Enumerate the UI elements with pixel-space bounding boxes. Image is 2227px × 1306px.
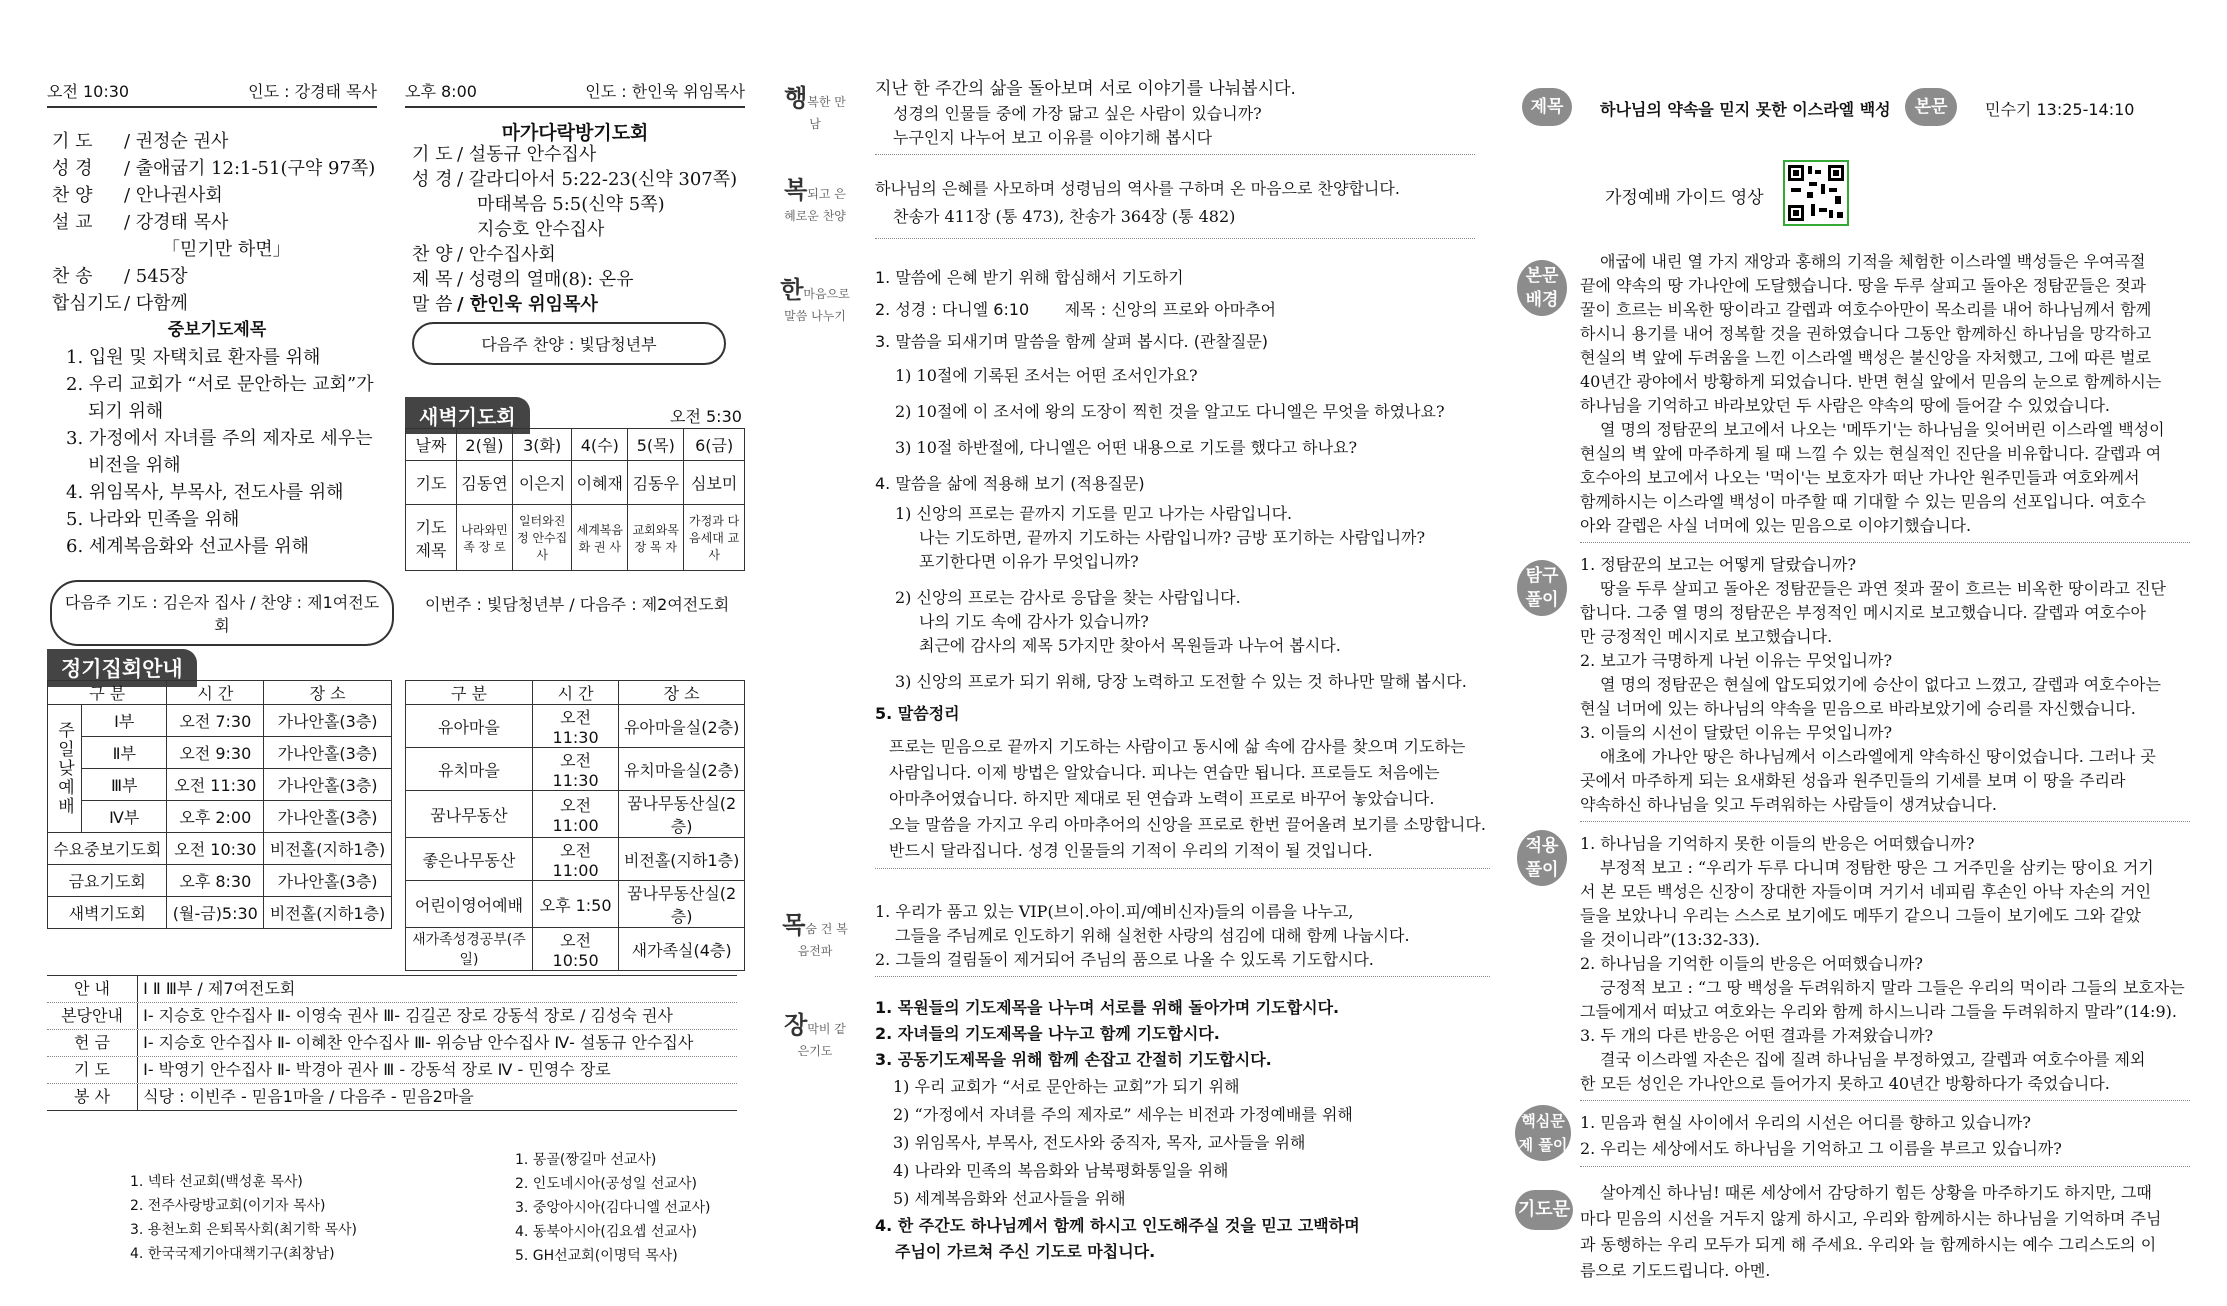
section-2: [875, 176, 1475, 239]
text-line: 현실 너머에 있는 하나님의 약속을 믿음으로 바라보았기에 승리를 자신했습니다.: [1580, 699, 2136, 718]
table-cell: 좋은나무동산: [406, 838, 533, 881]
table-cell: 시 간: [167, 681, 264, 705]
table-cell: 구 분: [406, 681, 533, 705]
order-row: 합심기도 / 다함께: [52, 293, 188, 314]
mission-item: 2. 전주사랑방교회(이기자 목사): [130, 1198, 326, 1214]
table-row: [406, 791, 745, 838]
summary-body: [875, 734, 1490, 869]
prayer-item: 4. 위임목사, 부목사, 전도사를 위해: [66, 482, 344, 503]
background-text: [1580, 250, 2190, 543]
mission-item: 3. 중앙아시아(김다니엘 선교사): [515, 1200, 711, 1216]
section-line: 3. 말씀을 되새기며 말씀을 함께 살펴 봅시다. (관찰질문): [875, 332, 1269, 351]
text-line: 40년간 광야에서 방황하게 되었습니다. 반면 현실 앞에서 믿음의 눈으로 함께하시는: [1580, 372, 2162, 391]
text-badge: 본문: [1905, 88, 1957, 126]
table-cell: 오후 2:00: [167, 801, 264, 833]
table-row: [48, 681, 392, 705]
text-line: 1. 정탐꾼의 보고는 어떻게 달랐습니까?: [1580, 555, 1857, 574]
table-cell: 수요중보기도회: [48, 833, 167, 865]
next-week-evening: 다음주 찬양 : 빛담청년부: [412, 322, 726, 365]
text-line: 결국 이스라엘 자손은 집에 질려 하나님을 부정하였고, 갈렙과 여호수아를 제외: [1600, 1050, 2146, 1069]
prayer-item: 5. 나라와 민족을 위해: [66, 509, 240, 530]
section-label-2: [780, 170, 850, 224]
next-week-morning: 다음주 기도 : 김은자 집사 / 찬양 : 제1여전도회: [50, 580, 394, 646]
table-cell: 오전 10:50: [532, 928, 618, 971]
text-line: 을 것이니라”(13:32-33).: [1580, 930, 1760, 949]
section-line: 1. 말씀에 은혜 받기 위해 합심해서 기도하기: [875, 268, 1184, 287]
table-cell: 오전 7:30: [167, 705, 264, 737]
text-line: 1. 믿음과 현실 사이에서 우리의 시선은 어디를 향하고 있습니까?: [1580, 1113, 2031, 1132]
section-initial: 한: [780, 276, 804, 304]
table-row: [406, 881, 745, 928]
table-cell: 가나안홀(3층): [264, 769, 392, 801]
table-cell: 오전 11:00: [532, 791, 618, 838]
section-subtitle: 숨 건 복음전파: [797, 922, 848, 958]
table-cell: 유아마을: [406, 705, 533, 748]
section-body: [875, 202, 1475, 239]
summary-line: 오늘 말씀을 가지고 우리 아마추어의 신앙을 프로로 한번 끌어올려 보기를 소망합니다.: [889, 815, 1486, 834]
section-body: [875, 102, 1475, 155]
table-cell: 2(월): [457, 429, 513, 461]
summary-line: 사람입니다. 이제 방법은 알았습니다. 피나는 연습만 됩니다. 프로들도 처음에는: [889, 763, 1440, 782]
text-line: 애초에 가나안 땅은 하나님께서 이스라엘에게 약속하신 땅이었습니다. 그러나 곳: [1600, 747, 2156, 766]
table-cell: 장 소: [619, 681, 745, 705]
prayer-item: 1. 입원 및 자택치료 환자를 위해: [66, 347, 321, 368]
mission-item: 2. 인도네시아(공성일 선교사): [515, 1176, 697, 1192]
table-cell: 일터와진정 안수집사: [512, 505, 571, 571]
table-cell: 가정과 다음세대 교 사: [684, 505, 745, 571]
text-line: 3. 두 개의 다른 반응은 어떤 결과를 가져왔습니까?: [1580, 1026, 1934, 1045]
text-line: 하시니 용기를 내어 정복할 것을 권하였습니다 그동안 함께하신 하나님을 망각하고: [1580, 324, 2152, 343]
question: 최근에 감사의 제목 5가지만 찾아서 목원들과 나누어 봅시다.: [919, 636, 1341, 655]
order-row: 설 교 / 강경태 목사: [52, 212, 229, 233]
table-row: [48, 897, 392, 929]
summary-line: 프로는 믿음으로 끝까지 기도하는 사람이고 동시에 삶 속에 감사를 찾으며 기도하는: [889, 737, 1466, 756]
text-line: 땅을 두루 살피고 돌아온 정탐꾼들은 과연 젖과 꿀이 흐르는 비옥한 땅이라고 진단: [1600, 579, 2166, 598]
section-initial: 장: [784, 1011, 808, 1039]
table-row: [406, 681, 745, 705]
mission-item: 5. GH선교회(이명덕 목사): [515, 1248, 678, 1264]
table-cell: Ⅰ부: [82, 705, 167, 737]
sermon-title: 「믿기만 하면」: [162, 239, 291, 260]
section-label-1: [780, 78, 850, 132]
order-row: 지승호 안수집사: [477, 219, 605, 240]
table-cell: 오전 11:30: [532, 705, 618, 748]
section-subtitle: 복한 만남: [807, 95, 846, 131]
text-line: 들을 보았나니 우리는 스스로 보기에도 메뚜기 같으니 그들이 보기에도 그와 같았: [1580, 906, 2141, 925]
order-row: 성 경 / 출애굽기 12:1-51(구약 97쪽): [52, 158, 376, 179]
summary-line: 반드시 달라집니다. 성경 인물들의 기적이 우리의 기적이 될 것입니다.: [889, 841, 1373, 860]
section-initial: 목: [782, 911, 806, 939]
evening-time: 오후 8:00: [405, 82, 477, 101]
order-row: 찬 송 / 545장: [52, 266, 188, 287]
question: 나는 기도하면, 끝까지 기도하는 사람입니까? 금방 포기하는 사람입니까?: [919, 528, 1426, 547]
table-cell: 교회와목장 목 자: [628, 505, 684, 571]
text-line: 살아계신 하나님! 때론 세상에서 감당하기 힘든 상황을 마주하기도 하지만, 그때: [1600, 1183, 2152, 1202]
section-label-4: [780, 905, 850, 959]
text-line: 합니다. 그중 열 명의 정탐꾼은 부정적인 메시지로 보고했습니다. 갈렙과 여호수아: [1580, 603, 2146, 622]
order-row: 제 목 / 성령의 열매(8): 온유: [412, 269, 634, 290]
table-cell: 오후 1:50: [532, 881, 618, 928]
background-badge: 본문 배경: [1517, 260, 1567, 316]
text-line: 열 명의 정탐꾼은 현실에 압도되었기에 승산이 없다고 느꼈고, 갈렙과 여호수아는: [1600, 675, 2161, 694]
text-line: 만 긍정적인 메시지로 보고했습니다.: [1580, 627, 1833, 646]
text-line: 함께하시는 이스라엘 백성이 마주할 때 기대할 수 있는 믿음의 선포입니다. 여호수: [1580, 492, 2146, 511]
order-row: 마태복음 5:5(신약 5쪽): [477, 194, 665, 215]
section-1: [875, 76, 1475, 155]
section-subtitle: 마음으로 말씀 나누기: [784, 287, 850, 323]
morning-service-order: [52, 128, 382, 560]
section-line: 주님이 가르쳐 주신 기도로 마칩니다.: [895, 1242, 1156, 1261]
table-cell: 세계복음화 권 사: [572, 505, 628, 571]
explore-badge: 탐구 풀이: [1517, 560, 1567, 616]
dawn-prayer-table: [405, 428, 745, 571]
text-line: 열 명의 정탐꾼의 보고에서 나오는 '메뚜기'는 하나님을 잊어버린 이스라엘 백성이: [1600, 420, 2165, 439]
prayer-item: 3. 가정에서 자녀를 주의 제자로 세우는: [66, 428, 373, 449]
table-cell: 날짜: [406, 429, 457, 461]
question: 나의 기도 속에 감사가 있습니까?: [919, 612, 1149, 631]
table-row: [48, 833, 392, 865]
table-cell: Ⅱ부: [82, 737, 167, 769]
section-4: [875, 900, 1490, 977]
order-row: 기 도 / 설동규 안수집사: [412, 144, 597, 165]
table-cell: 가나안홀(3층): [264, 865, 392, 897]
section-line: 3) 위임목사, 부목사, 전도사와 중직자, 목자, 교사들을 위해: [893, 1133, 1306, 1152]
table-row: [406, 705, 745, 748]
guide-video-label: 가정예배 가이드 영상: [1605, 188, 1764, 208]
qr-pattern: [1785, 162, 1847, 224]
section-lead: 하나님의 은혜를 사모하며 성령님의 역사를 구하며 온 마음으로 찬양합니다.: [875, 179, 1400, 198]
section-subtitle: 되고 은혜로운 찬양: [784, 187, 846, 223]
morning-time: 오전 10:30: [47, 82, 130, 101]
evening-leader: 인도 : 한인욱 위임목사: [585, 82, 745, 101]
table-row: [406, 505, 745, 571]
table-cell: 4(수): [572, 429, 628, 461]
table-cell: 유치마을실(2층): [619, 748, 745, 791]
table-cell: 유아마을실(2층): [619, 705, 745, 748]
question: 2) 신앙의 프로는 감사로 응답을 찾는 사람입니다.: [895, 588, 1241, 607]
table-cell: 꿈나무동산: [406, 791, 533, 838]
prayer-item: 2. 우리 교회가 “서로 문안하는 교회”가: [66, 374, 374, 395]
text-line: 2. 하나님을 기억한 이들의 반응은 어떠했습니까?: [1580, 954, 1923, 973]
table-row: [48, 769, 392, 801]
text-line: 호수아의 보고에서 나오는 '먹이'는 보호자가 떠난 가나안 원주민들과 여호와께서: [1580, 468, 2140, 487]
duty-roster: [47, 975, 737, 1111]
duty-row: 봉 사 식당 : 이빈주 - 믿음1마을 / 다음주 - 믿음2마을: [47, 1084, 737, 1110]
section-line: 2. 성경 : 다니엘 6:10 제목 : 신앙의 프로와 아마추어: [875, 300, 1277, 319]
core-badge: 핵심문제 풀이: [1515, 1105, 1571, 1161]
text-line: 아와 갈렙은 사실 너머에 있는 믿음으로 이야기했습니다.: [1580, 516, 1972, 535]
title-badge: 제목: [1522, 88, 1572, 126]
section-line: 5. 말씀정리: [875, 704, 960, 723]
table-cell: 가나안홀(3층): [264, 801, 392, 833]
section-line: 2) “가정에서 자녀를 주의 제자로” 세우는 비전과 가정예배를 위해: [893, 1105, 1353, 1124]
sermon-title: 하나님의 약속을 믿지 못한 이스라엘 백성: [1600, 100, 1891, 119]
prayer-item: 되기 위해: [88, 401, 164, 422]
text-line: 1. 하나님을 기억하지 못한 이들의 반응은 어떠했습니까?: [1580, 834, 1975, 853]
section-line: 성경의 인물들 중에 가장 닮고 싶은 사람이 있습니까?: [893, 104, 1262, 123]
section-line: 4. 말씀을 삶에 적용해 보기 (적용질문): [875, 474, 1145, 493]
table-cell: 장 소: [264, 681, 392, 705]
table-cell: 새벽기도회: [48, 897, 167, 929]
table-row: [406, 928, 745, 971]
duty-row: 기 도 Ⅰ- 박영기 안수집사 Ⅱ- 박경아 권사 Ⅲ - 강동석 장로 Ⅳ - 민영수 장로: [47, 1057, 737, 1084]
meetings-table-right: [405, 680, 745, 971]
scripture-ref: 민수기 13:25-14:10: [1985, 100, 2135, 119]
table-cell: 오후 8:30: [167, 865, 264, 897]
table-cell: 3(화): [512, 429, 571, 461]
section-initial: 복: [784, 176, 808, 204]
order-row: 기 도 / 권정순 권사: [52, 131, 229, 152]
prayer-badge: 기도문: [1515, 1190, 1573, 1230]
section-line: 4) 나라와 민족의 복음화와 남북평화통일을 위해: [893, 1161, 1229, 1180]
section-5: [875, 995, 1490, 1265]
table-cell: 비전홀(지하1층): [264, 897, 392, 929]
text-line: 긍정적 보고 : “그 땅 백성을 두려워하지 말라 그들은 우리의 먹이라 그들의 보호자는: [1600, 978, 2185, 997]
text-line: 현실의 벽 앞에 두려움을 느낀 이스라엘 백성은 불신앙을 자처했고, 그에 따른 벌로: [1580, 348, 2152, 367]
text-line: 마다 믿음의 시선을 거두지 않게 하시고, 우리와 함께하시는 하나님을 기억하며 주님: [1580, 1209, 2162, 1228]
table-cell: Ⅳ부: [82, 801, 167, 833]
question: 1) 10절에 기록된 조서는 어떤 조서인가요?: [895, 366, 1198, 385]
meetings-table-left: [47, 680, 392, 929]
prayer-item: 6. 세계복음화와 선교사를 위해: [66, 536, 309, 557]
dawn-this-week: 이번주 : 빛담청년부 / 다음주 : 제2여전도회: [425, 595, 730, 614]
table-cell: 꿈나무동산실(2층): [619, 791, 745, 838]
table-cell: 새가족실(4층): [619, 928, 745, 971]
section-line: 2. 자녀들의 기도제목을 나누고 함께 기도합시다.: [875, 1024, 1220, 1043]
text-line: 2. 우리는 세상에서도 하나님을 기억하고 그 이름을 부르고 있습니까?: [1580, 1139, 2062, 1158]
table-cell: 가나안홀(3층): [264, 737, 392, 769]
table-cell: (월-금)5:30: [167, 897, 264, 929]
text-line: 한 모든 성인은 가나안으로 들어가지 못하고 40년간 방황하다가 죽었습니다.: [1580, 1074, 2110, 1093]
section-3: [875, 262, 1490, 869]
table-cell: 유치마을: [406, 748, 533, 791]
section-line: 4. 한 주간도 하나님께서 함께 하시고 인도해주실 것을 믿고 고백하며: [875, 1216, 1360, 1235]
prayer-item: 비전을 위해: [88, 455, 181, 476]
table-cell: 가나안홀(3층): [264, 705, 392, 737]
section-line: 1. 우리가 품고 있는 VIP(브이.아이.피/예비신자)들의 이름을 나누고,: [875, 902, 1354, 921]
section-line: 누구인지 나누어 보고 이유를 이야기해 봅시다: [893, 128, 1213, 147]
apply-badge: 적용 풀이: [1517, 830, 1567, 886]
question: 3) 신앙의 프로가 되기 위해, 당장 노력하고 도전할 수 있는 것 하나만 말해 봅시다.: [895, 672, 1467, 691]
text-line: 하나님을 기억하고 바라보았던 두 사람은 약속의 땅에 들어갈 수 있었습니다.: [1580, 396, 2110, 415]
section-line: 3. 공동기도제목을 위해 함께 손잡고 간절히 기도합시다.: [875, 1050, 1272, 1069]
duty-row: 헌 금 Ⅰ- 지승호 안수집사 Ⅱ- 이혜찬 안수집사 Ⅲ- 위승남 안수집사 Ⅳ- 설동규 안수집사: [47, 1030, 737, 1057]
table-cell: 구 분: [48, 681, 167, 705]
duty-row: 안 내 Ⅰ Ⅱ Ⅲ부 / 제7여전도회: [47, 976, 737, 1003]
section-line: 1) 우리 교회가 “서로 문안하는 교회”가 되기 위해: [893, 1077, 1240, 1096]
section-lead: 지난 한 주간의 삶을 돌아보며 서로 이야기를 나눠봅시다.: [875, 79, 1296, 99]
question: 포기한다면 이유가 무엇입니까?: [919, 552, 1139, 571]
evening-title: 마가다락방기도회: [501, 122, 649, 144]
table-cell: 오전 11:30: [532, 748, 618, 791]
meetings-title: 정기집회안내: [47, 649, 197, 687]
table-row: [48, 801, 392, 833]
table-cell: 나라와민족 장 로: [457, 505, 513, 571]
text-line: 그들에게서 떠났고 여호와는 우리와 함께 하시느니라 그들을 두려워하지 말라”(14:9).: [1580, 1002, 2177, 1021]
core-text: [1580, 1110, 2190, 1167]
table-cell: 오전 11:30: [167, 769, 264, 801]
apply-text: [1580, 832, 2190, 1101]
missions-right: [515, 1148, 710, 1268]
table-row: [406, 838, 745, 881]
text-line: 현실의 벽 앞에 마주하게 될 때 느낄 수 있는 현실적인 진단을 비유합니다. 갈렙과 여: [1580, 444, 2162, 463]
table-cell: 기도: [406, 461, 457, 505]
question: 2) 10절에 이 조서에 왕의 도장이 찍힌 것을 알고도 다니엘은 무엇을 하였나요?: [895, 402, 1445, 421]
text-line: 름으로 기도드립니다. 아멘.: [1580, 1261, 1771, 1280]
section-line: 그들을 주님께로 인도하기 위해 실천한 사랑의 섬김에 대해 함께 나눕시다.: [895, 926, 1410, 945]
summary-line: 아마추어였습니다. 하지만 제대로 된 연습과 노력이 프로로 바꾸어 놓았습니다.: [889, 789, 1435, 808]
table-cell: 어린이영어예배: [406, 881, 533, 928]
mission-item: 1. 넥타 선교회(백성훈 목사): [130, 1174, 303, 1190]
table-cell: 꿈나무동산실(2층): [619, 881, 745, 928]
table-cell: 이혜재: [572, 461, 628, 505]
order-row: 찬 양 / 안수집사회: [412, 244, 556, 265]
dawn-prayer-title: 새벽기도회: [405, 397, 530, 434]
table-cell: 5(목): [628, 429, 684, 461]
table-cell: 금요기도회: [48, 865, 167, 897]
prayer-title: 중보기도제목: [167, 320, 267, 340]
section-subtitle: 막비 같은기도: [797, 1022, 846, 1058]
table-cell: 오전 11:00: [532, 838, 618, 881]
text-line: 부정적 보고 : “우리가 두루 다니며 정탐한 땅은 그 거주민을 삼키는 땅이요 거기: [1600, 858, 2154, 877]
text-line: 약속하신 하나님을 잊고 두려워하는 사람들이 생겨났습니다.: [1580, 795, 1997, 814]
table-cell: 6(금): [684, 429, 745, 461]
text-line: 끝에 약속의 땅 가나안에 도달했습니다. 땅을 두루 살피고 돌아온 정탐꾼들은 젖과: [1580, 276, 2146, 295]
table-cell: 김동우: [628, 461, 684, 505]
evening-service-header: [405, 79, 745, 108]
mission-item: 4. 한국국제기아대책기구(최창남): [130, 1246, 335, 1262]
section-line: 5) 세계복음화와 선교사들을 위해: [893, 1189, 1126, 1208]
prayer-text: [1580, 1180, 2190, 1284]
section-line: 찬송가 411장 (통 473), 찬송가 364장 (통 482): [893, 207, 1236, 226]
table-cell: 기도 제목: [406, 505, 457, 571]
section-label-3: [780, 270, 850, 324]
question: 1) 신앙의 프로는 끝까지 기도를 믿고 나가는 사람입니다.: [895, 504, 1293, 523]
table-cell: 김동연: [457, 461, 513, 505]
text-line: 서 본 모든 백성은 신장이 장대한 자들이며 거기서 네피림 후손인 아낙 자손의 거인: [1580, 882, 2152, 901]
table-cell: 비전홀(지하1층): [619, 838, 745, 881]
text-line: 과 동행하는 우리 모두가 되게 해 주세요. 우리와 늘 함께하시는 예수 그리스도의 이: [1580, 1235, 2157, 1254]
table-row: [48, 705, 392, 737]
missions-left: [130, 1170, 357, 1266]
table-cell: 오전 9:30: [167, 737, 264, 769]
section-line: 1. 목원들의 기도제목을 나누며 서로를 위해 돌아가며 기도합시다.: [875, 998, 1340, 1017]
text-line: 곳에서 마주하게 되는 요새화된 성읍과 원주민들의 기세를 보며 이 땅을 주리라: [1580, 771, 2126, 790]
morning-leader: 인도 : 강경태 목사: [248, 82, 377, 101]
qr-code-icon[interactable]: [1783, 160, 1849, 226]
order-row: 찬 양 / 안나권사회: [52, 185, 223, 206]
table-cell: 주일낮예배: [48, 705, 82, 833]
table-cell: 새가족성경공부(주일): [406, 928, 533, 971]
mission-item: 1. 몽골(짱길마 선교사): [515, 1152, 657, 1168]
table-cell: 비전홀(지하1층): [264, 833, 392, 865]
text-line: 2. 보고가 극명하게 나뉜 이유는 무엇입니까?: [1580, 651, 1893, 670]
order-row: 말 씀 / 한인욱 위임목사: [412, 294, 598, 315]
text-line: 3. 이들의 시선이 달랐던 이유는 무엇입니까?: [1580, 723, 1893, 742]
section-line: 2. 그들의 걸림돌이 제거되어 주님의 품으로 나올 수 있도록 기도합시다.: [875, 950, 1374, 969]
table-row: [48, 865, 392, 897]
evening-service-order: [412, 142, 752, 317]
table-row: [406, 429, 745, 461]
table-cell: 이은지: [512, 461, 571, 505]
table-row: [406, 748, 745, 791]
mission-item: 4. 동북아시아(김요셉 선교사): [515, 1224, 697, 1240]
table-cell: 심보미: [684, 461, 745, 505]
explore-text: [1580, 553, 2190, 822]
morning-service-header: [47, 79, 377, 108]
order-row: 성 경 / 갈라디아서 5:22-23(신약 307쪽): [412, 169, 738, 190]
table-cell: 시 간: [532, 681, 618, 705]
duty-row: 본당안내 Ⅰ- 지승호 안수집사 Ⅱ- 이영숙 권사 Ⅲ- 김길곤 장로 강동석 장로 / 김성숙 권사: [47, 1003, 737, 1030]
text-line: 꿀이 흐르는 비옥한 땅이라고 갈렙과 여호수아만이 목소리를 내어 하나님께서 함께: [1580, 300, 2152, 319]
mission-item: 3. 용천노회 은퇴목사회(최기학 목사): [130, 1222, 357, 1238]
table-row: [406, 461, 745, 505]
table-cell: Ⅲ부: [82, 769, 167, 801]
question: 3) 10절 하반절에, 다니엘은 어떤 내용으로 기도를 했다고 하나요?: [895, 438, 1358, 457]
dawn-prayer-time: 오전 5:30: [670, 407, 742, 426]
section-initial: 행: [784, 84, 808, 112]
table-row: [48, 737, 392, 769]
table-cell: 오전 10:30: [167, 833, 264, 865]
section-label-5: [780, 1005, 850, 1059]
text-line: 애굽에 내린 열 가지 재앙과 홍해의 기적을 체험한 이스라엘 백성들은 우여곡절: [1600, 252, 2146, 271]
